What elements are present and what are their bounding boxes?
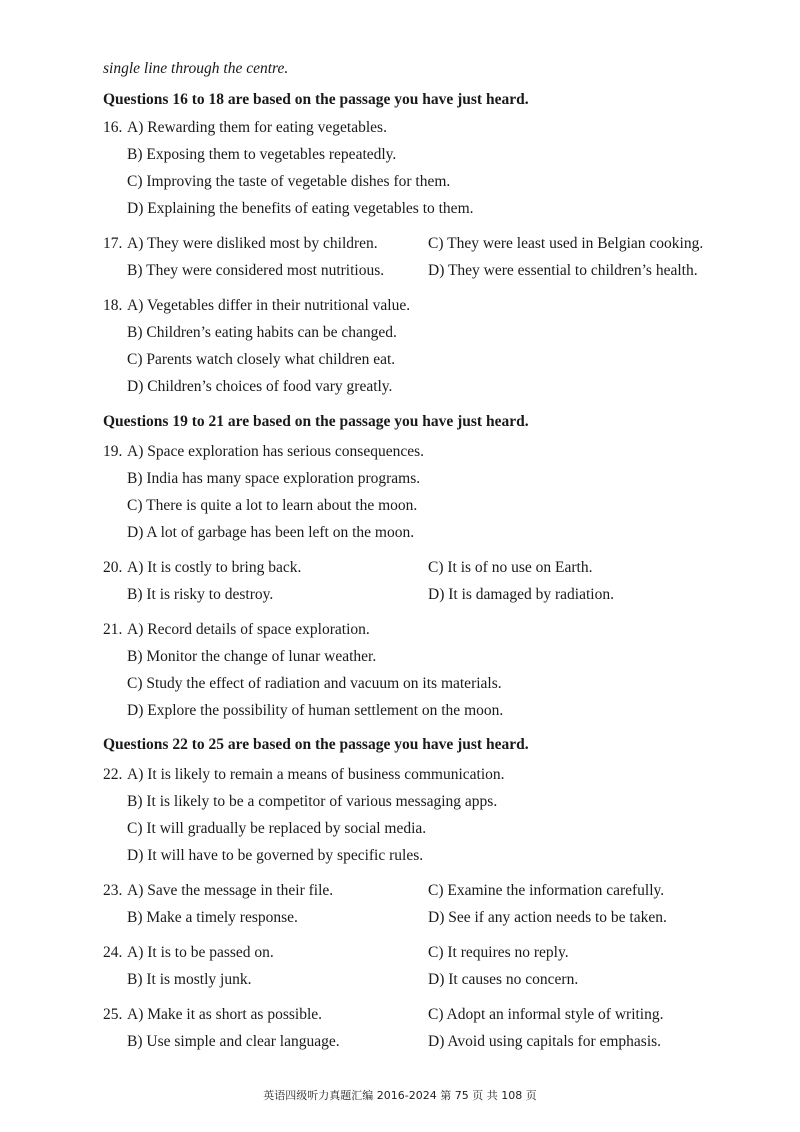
question-22-option-a: A) It is likely to remain a means of business communication. [127,766,505,783]
section-heading-22-25: Questions 22 to 25 are based on the passage you have just heard. [103,736,529,753]
question-20-option-d: D) It is damaged by radiation. [428,586,614,603]
question-23-option-d: D) See if any action needs to be taken. [428,909,667,926]
question-24-number: 24. [103,944,123,961]
question-22-option-c: C) It will gradually be replaced by social media. [127,820,427,837]
question-18-option-c: C) Parents watch closely what children eat. [127,351,396,368]
question-16-option-c: C) Improving the taste of vegetable dishes for them. [127,173,451,190]
question-23-option-c: C) Examine the information carefully. [428,882,665,899]
question-18-option-b: B) Children’s eating habits can be changed. [127,324,397,341]
question-16-option-a: A) Rewarding them for eating vegetables. [127,119,387,136]
question-20-number: 20. [103,559,123,576]
question-20-option-a: A) It is costly to bring back. [127,559,302,576]
question-22-number: 22. [103,766,123,783]
question-21-option-a: A) Record details of space exploration. [127,621,370,638]
question-18-number: 18. [103,297,123,314]
question-22-option-b: B) It is likely to be a competitor of various messaging apps. [127,793,498,810]
question-21-option-d: D) Explore the possibility of human settlement on the moon. [127,702,504,719]
question-19-option-d: D) A lot of garbage has been left on the moon. [127,524,415,541]
question-18-option-d: D) Children’s choices of food vary greatly. [127,378,393,395]
section-heading-19-21: Questions 19 to 21 are based on the passage you have just heard. [103,413,529,430]
question-20-option-c: C) It is of no use on Earth. [428,559,593,576]
question-24-option-c: C) It requires no reply. [428,944,569,961]
question-17-number: 17. [103,235,123,252]
question-25-number: 25. [103,1006,123,1023]
question-23-number: 23. [103,882,123,899]
question-19-option-a: A) Space exploration has serious consequences. [127,443,424,460]
question-19-option-b: B) India has many space exploration programs. [127,470,421,487]
question-25-option-d: D) Avoid using capitals for emphasis. [428,1033,662,1050]
question-25-option-a: A) Make it as short as possible. [127,1006,323,1023]
question-19-number: 19. [103,443,123,460]
question-16-number: 16. [103,119,123,136]
page-footer: 英语四级听力真题汇编 2016-2024 第 75 页 共 108 页 [263,1089,537,1102]
question-17-option-c: C) They were least used in Belgian cooking. [428,235,704,252]
question-17-option-a: A) They were disliked most by children. [127,235,378,252]
question-21-number: 21. [103,621,123,638]
section-heading-16-18: Questions 16 to 18 are based on the passage you have just heard. [103,91,529,108]
question-24-option-d: D) It causes no concern. [428,971,579,988]
intro-fragment: single line through the centre. [103,60,289,77]
question-25-option-c: C) Adopt an informal style of writing. [428,1006,664,1023]
question-24-option-b: B) It is mostly junk. [127,971,252,988]
question-19-option-c: C) There is quite a lot to learn about the moon. [127,497,418,514]
question-22-option-d: D) It will have to be governed by specific rules. [127,847,424,864]
question-23-option-b: B) Make a timely response. [127,909,298,926]
question-17-option-b: B) They were considered most nutritious. [127,262,385,279]
question-16-option-b: B) Exposing them to vegetables repeatedly. [127,146,397,163]
question-23-option-a: A) Save the message in their file. [127,882,334,899]
question-24-option-a: A) It is to be passed on. [127,944,274,961]
question-16-option-d: D) Explaining the benefits of eating vegetables to them. [127,200,474,217]
question-25-option-b: B) Use simple and clear language. [127,1033,340,1050]
question-21-option-b: B) Monitor the change of lunar weather. [127,648,377,665]
question-17-option-d: D) They were essential to children’s health. [428,262,698,279]
question-20-option-b: B) It is risky to destroy. [127,586,274,603]
question-21-option-c: C) Study the effect of radiation and vacuum on its materials. [127,675,502,692]
question-18-option-a: A) Vegetables differ in their nutritional value. [127,297,411,314]
